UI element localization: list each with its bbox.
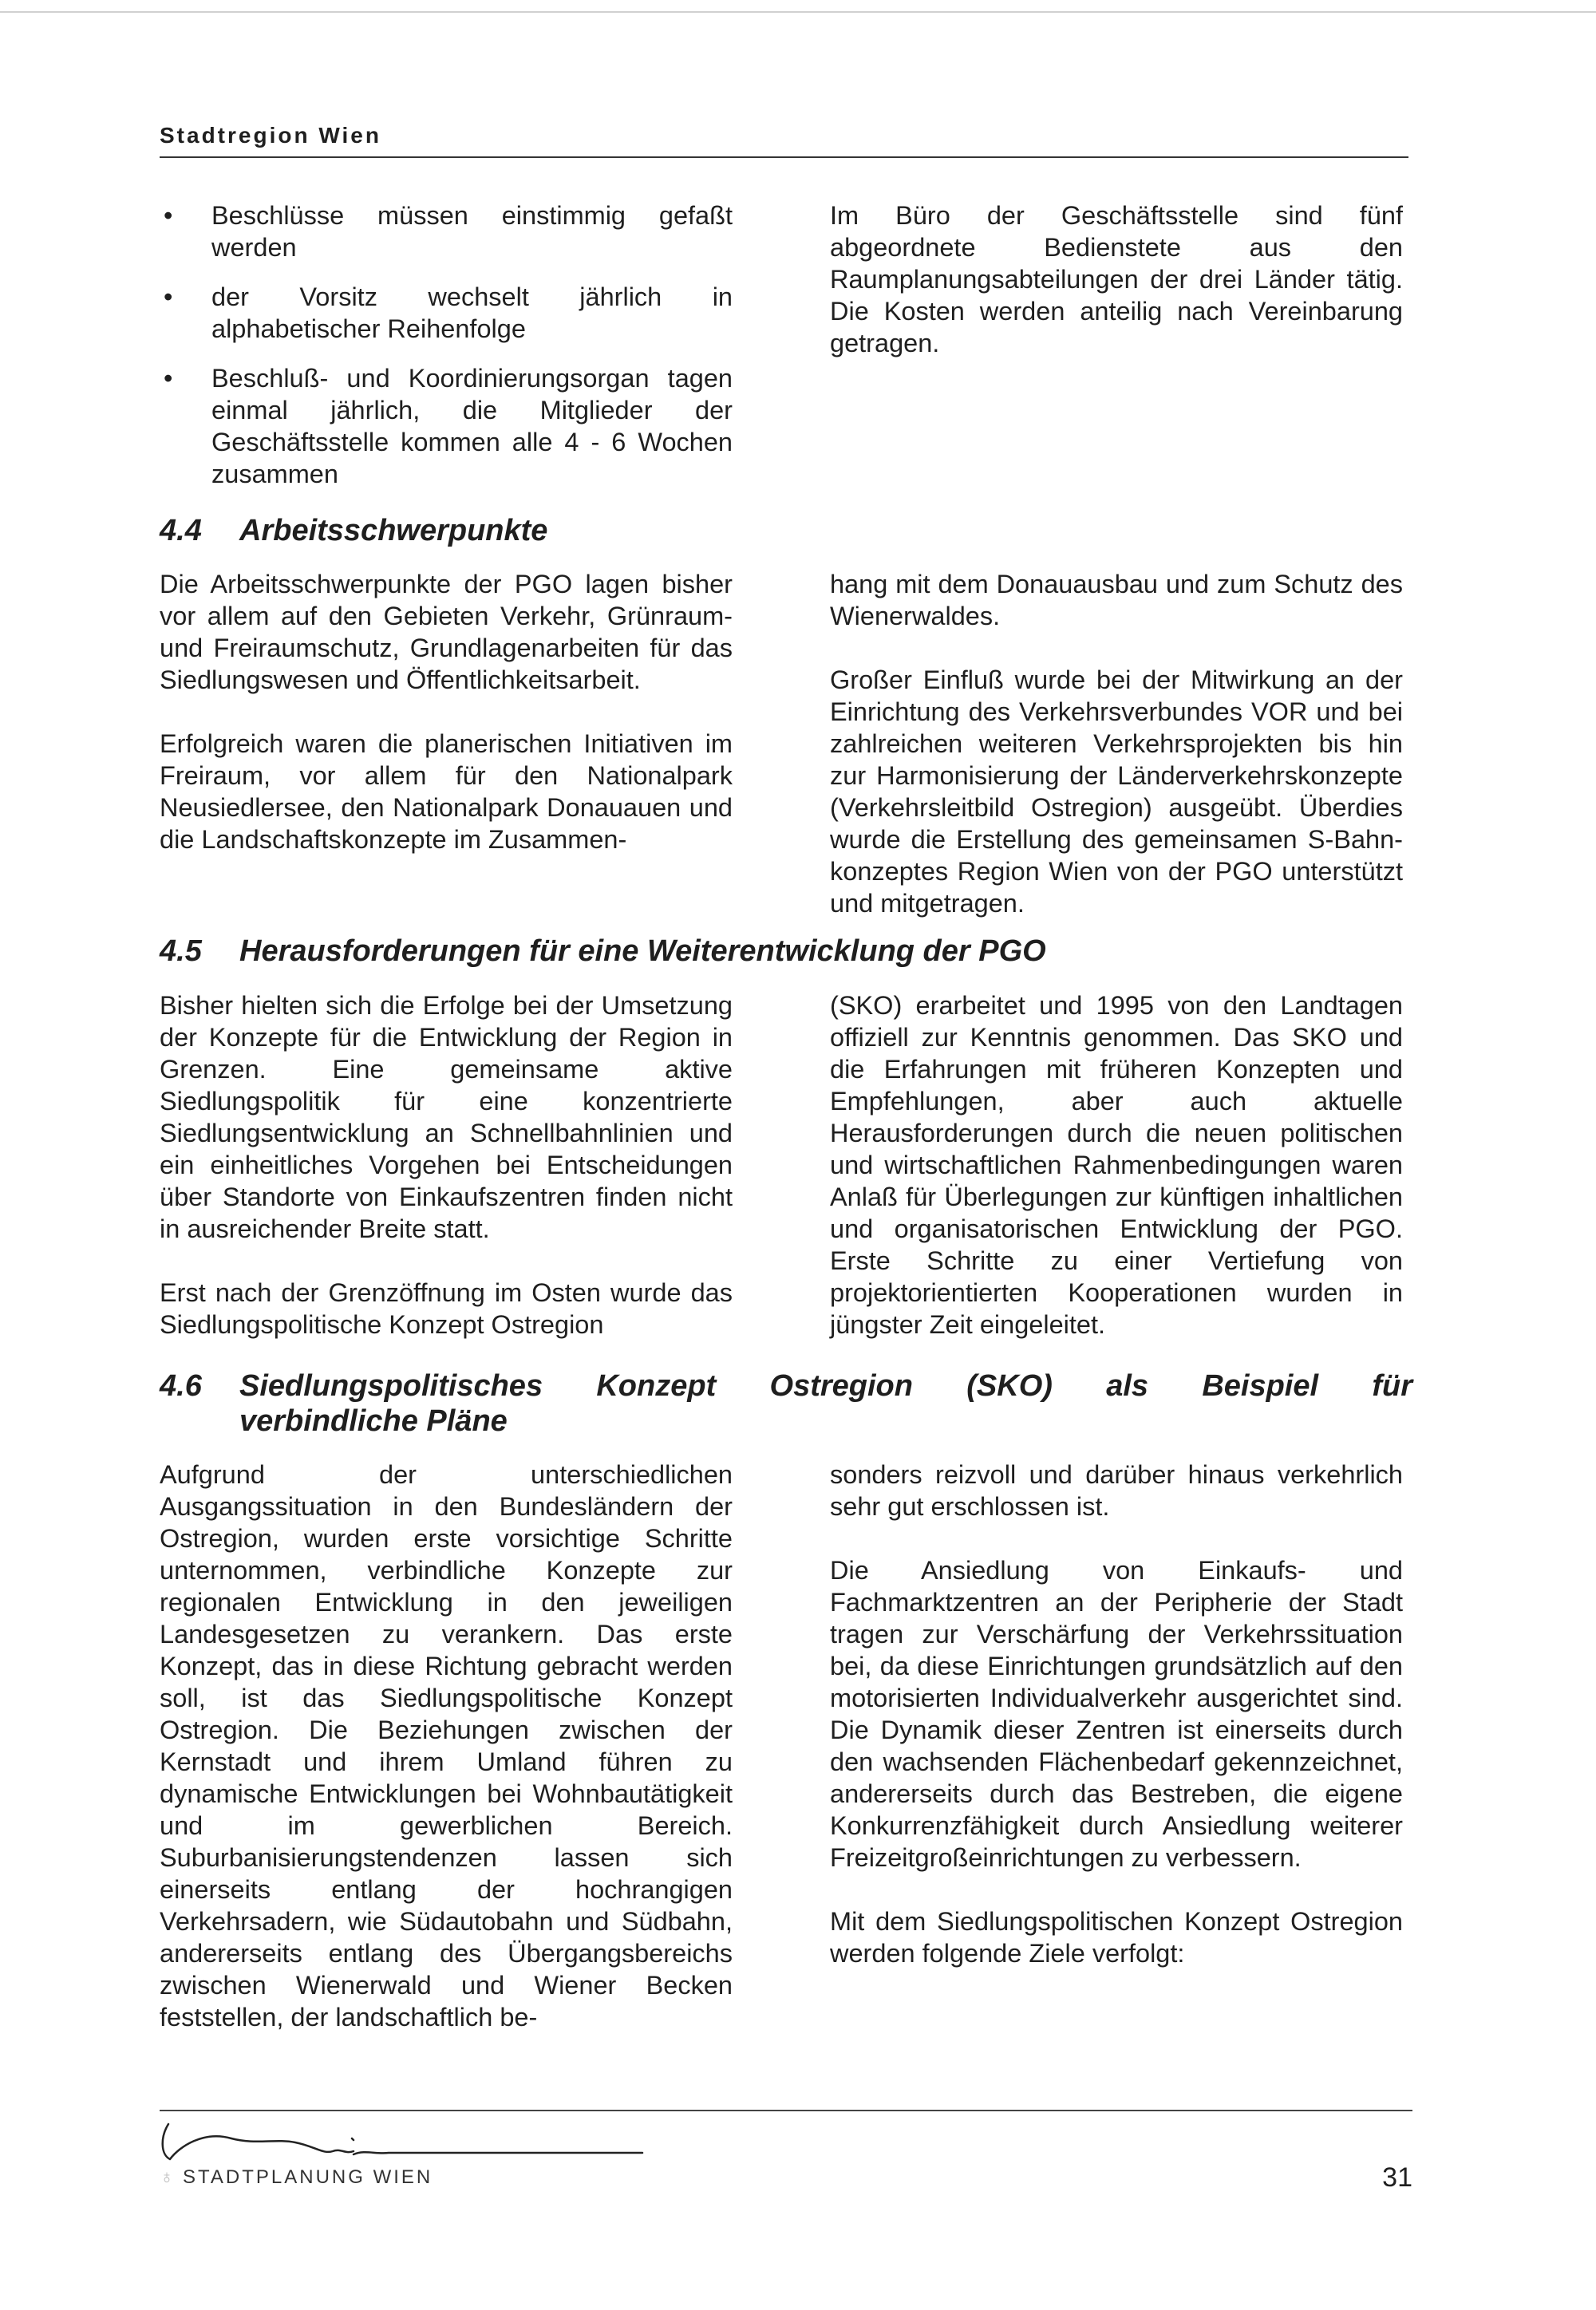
list-item: • Beschluß- und Koordinierungsorgan tagen einmal jährlich, die Mitglieder der Geschäftsstelle kommen alle 4 - 6 Wochen zusammen bbox=[164, 364, 733, 488]
top-right-column bbox=[830, 199, 1403, 359]
bullet-icon: • bbox=[164, 364, 173, 393]
paragraph: sonders reizvoll und darüber hinaus verkehrlich sehr gut erschlossen ist. bbox=[830, 1460, 1403, 1521]
section-4-6-left-column bbox=[160, 1459, 733, 2033]
scan-top-edge bbox=[0, 11, 1596, 13]
list-item: • der Vorsitz wechselt jährlich in alphabetischer Reihenfolge bbox=[164, 282, 733, 343]
running-header: Stadtregion Wien bbox=[160, 123, 1408, 158]
paragraph: Aufgrund der unterschiedlichen Ausgangssituation in den Bundesländern der Ostregion, wurden erste vorsichtige Schritte unternommen, verbindliche Konzepte zur regionalen Entwicklung in den jeweiligen Landesgesetzen zu verankern. Das erste Konzept, das in diese Richtung gebracht werden soll, ist das Siedlungspolitische Konzept Ostregion. Die Beziehungen zwischen der Kernstadt und ihrem Umland führen zu dynamische Entwicklungen bei Wohnbautätigkeit und im gewerblichen Bereich. Suburbanisierungstendenzen lassen sich einerseits entlang der hochrangigen Verkehrsadern, wie Südautobahn und Südbahn, andererseits entlang des Übergangsbereichs zwischen Wienerwald und Wiener Becken feststellen, der landschaftlich be- bbox=[160, 1460, 733, 2032]
section-4-4-left-column bbox=[160, 568, 733, 855]
bullet-column bbox=[160, 199, 733, 507]
section-heading-4-5 bbox=[160, 934, 1412, 969]
vienna-crest-icon: ♁ bbox=[160, 2166, 176, 2188]
paragraph: Die Arbeitsschwerpunkte der PGO lagen bisher vor allem auf den Gebieten Verkehr, Grünraum- und Freiraumschutz, Grundlagenarbeiten für das Siedlungswesen und Öffentlichkeitsarbeit. bbox=[160, 570, 733, 694]
page-number: 31 bbox=[1382, 2162, 1412, 2193]
bullet-icon: • bbox=[164, 201, 173, 230]
paragraph: Erfolgreich waren die planerischen Initiativen im Freiraum, vor allem für den Nationalpark Neusiedlersee, den Nationalpark Donauauen und die Landschaftskonzepte im Zusammen- bbox=[160, 729, 733, 854]
signature-icon bbox=[156, 2115, 650, 2162]
paragraph: Mit dem Siedlungspolitischen Konzept Ostregion werden folgende Ziele verfolgt: bbox=[830, 1907, 1403, 1968]
section-number: 4.6 bbox=[160, 1369, 202, 1403]
section-number: 4.5 bbox=[160, 934, 202, 968]
section-4-6-right-column bbox=[830, 1459, 1403, 1969]
section-title bbox=[239, 1368, 1412, 1439]
section-4-5-left-column bbox=[160, 989, 733, 1341]
footer-brand bbox=[160, 2166, 433, 2189]
section-heading-4-6 bbox=[160, 1368, 1412, 1439]
footer-brand-text: STADTPLANUNG WIEN bbox=[183, 2166, 433, 2188]
section-number: 4.4 bbox=[160, 514, 202, 547]
bullet-icon: • bbox=[164, 282, 173, 311]
section-title: Arbeitsschwerpunkte bbox=[239, 514, 548, 547]
paragraph: (SKO) erarbeitet und 1995 von den Landtagen offiziell zur Kenntnis genommen. Das SKO und die Erfahrungen mit früheren Konzepten und Empfehlungen, aber auch aktuelle Herausforderungen durch die neuen politischen und wirtschaftlichen Rahmenbedingungen waren Anlaß für Überlegungen zur künftigen inhaltlichen und organisatorischen Entwicklung der PGO. Erste Schritte zu einer Vertiefung von projektorientierten Kooperationen wurden in jüngster Zeit eingeleitet. bbox=[830, 991, 1403, 1339]
paragraph: Bisher hielten sich die Erfolge bei der Umsetzung der Konzepte für die Entwicklung der Region in Grenzen. Eine gemeinsame aktive Siedlungspolitik für eine konzentrierte Siedlungsentwicklung an Schnellbahnlinien und ein einheitliches Vorgehen bei Entscheidungen über Standorte von Einkaufszentren finden nicht in ausreichender Breite statt. bbox=[160, 991, 733, 1243]
list-item: • Beschlüsse müssen einstimmig gefaßt werden bbox=[164, 201, 733, 262]
bullet-list bbox=[160, 199, 733, 490]
footer-rule bbox=[160, 2110, 1412, 2111]
paragraph: hang mit dem Donauausbau und zum Schutz des Wienerwaldes. bbox=[830, 570, 1403, 630]
paragraph: Großer Einfluß wurde bei der Mitwirkung an der Einrichtung des Verkehrsverbundes VOR und bei zahlreichen weiteren Verkehrsprojekten bis hin zur Harmonisierung der Länderverkehrskonzepte (Verkehrsleitbild Ostregion) ausgeübt. Überdies wurde die Erstellung des gemeinsamen S-Bahn-konzeptes Region Wien von der PGO unterstützt und mitgetragen. bbox=[830, 665, 1403, 918]
section-heading-4-4 bbox=[160, 513, 1412, 548]
section-title-line-2: verbindliche Pläne bbox=[239, 1404, 508, 1438]
section-title: Herausforderungen für eine Weiterentwicklung der PGO bbox=[239, 934, 1046, 968]
section-4-5-right-column bbox=[830, 989, 1403, 1341]
paragraph: Im Büro der Geschäftsstelle sind fünf abgeordnete Bedienstete aus den Raumplanungsabteilungen der drei Länder tätig. Die Kosten werden anteilig nach Vereinbarung getragen. bbox=[830, 201, 1403, 357]
paragraph: Erst nach der Grenzöffnung im Osten wurde das Siedlungspolitische Konzept Ostregion bbox=[160, 1278, 733, 1339]
section-title-line-1: Siedlungspolitisches Konzept Ostregion (SKO) als Beispiel für bbox=[239, 1369, 1412, 1403]
paragraph: Die Ansiedlung von Einkaufs- und Fachmarktzentren an der Peripherie der Stadt tragen zur Verschärfung der Verkehrssituation bei, da diese Einrichtungen grundsätzlich auf den motorisierten Individualverkehr ausgerichtet sind. Die Dynamik dieser Zentren ist einerseits durch den wachsenden Flächenbedarf gekennzeichnet, andererseits durch das Bestreben, die eigene Konkurrenzfähigkeit durch Ansiedlung weiterer Freizeitgroßeinrichtungen zu verbessern. bbox=[830, 1556, 1403, 1872]
section-4-4-right-column bbox=[830, 568, 1403, 919]
